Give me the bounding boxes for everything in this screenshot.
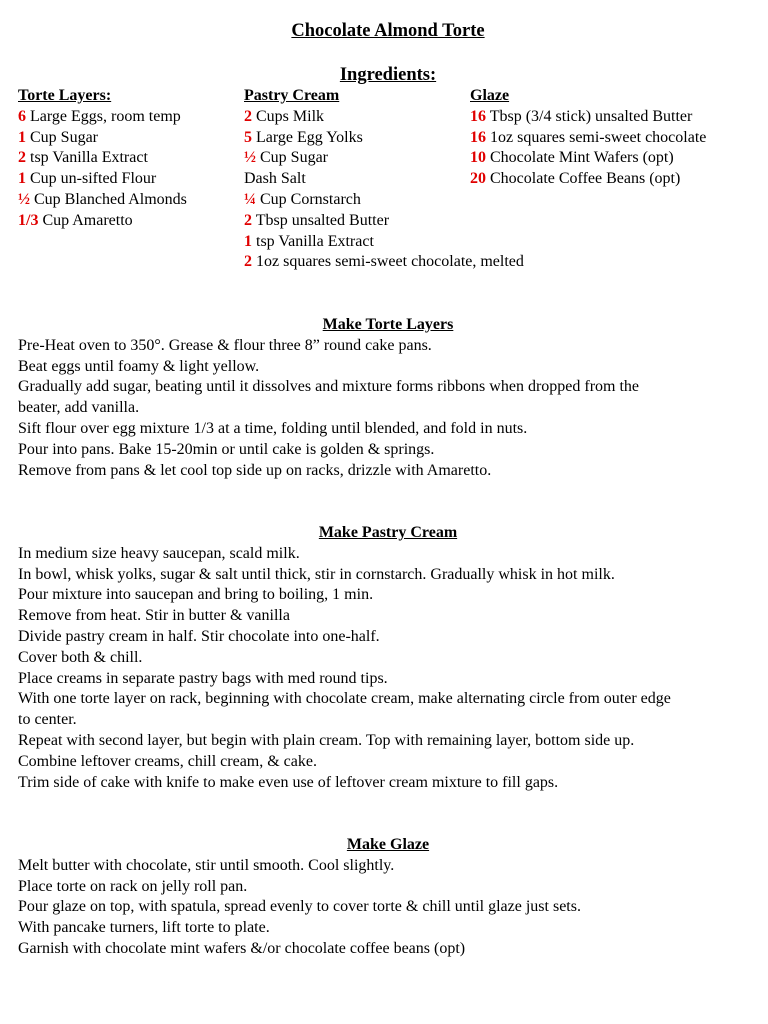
ingredient-text: tsp Vanilla Extract <box>252 232 374 250</box>
ingredient-text: tsp Vanilla Extract <box>26 149 148 167</box>
ingredient-qty: 1 <box>18 128 26 146</box>
ingredient-item <box>18 211 187 232</box>
ingredient-text: Cup Sugar <box>26 128 98 146</box>
ingredients-columns <box>18 86 758 272</box>
make-torte-layers-section <box>18 315 758 481</box>
glaze-column <box>470 86 706 190</box>
instruction-line: Gradually add sugar, beating until it dissolves and mixture forms ribbons when dropped from the <box>18 378 640 396</box>
make-torte-layers-heading: Make Torte Layers <box>322 316 454 333</box>
ingredient-item <box>244 232 524 253</box>
ingredient-item <box>18 169 187 190</box>
glaze-heading: Glaze <box>470 87 510 104</box>
instruction-line: With one torte layer on rack, beginning with chocolate cream, make alternating circle from outer edge <box>18 690 671 708</box>
instruction-line: Sift flour over egg mixture 1/3 at a time, folding until blended, and fold in nuts. <box>18 419 528 437</box>
ingredient-qty: 16 <box>470 107 486 125</box>
ingredient-qty: 6 <box>18 107 26 125</box>
instruction-line: Garnish with chocolate mint wafers &/or chocolate coffee beans (opt) <box>18 939 466 957</box>
ingredient-qty: 2 <box>244 107 252 125</box>
instruction-line: Pour into pans. Bake 15-20min or until cake is golden & springs. <box>18 440 435 458</box>
ingredient-text: Large Eggs, room temp <box>26 107 181 125</box>
ingredient-item <box>244 211 524 232</box>
ingredients-heading: Ingredients: <box>339 65 437 85</box>
ingredient-qty: 20 <box>470 170 486 188</box>
ingredient-qty: 1 <box>244 232 252 250</box>
instruction-line: Melt butter with chocolate, stir until smooth. Cool slightly. <box>18 856 395 874</box>
ingredient-item <box>18 148 187 169</box>
ingredient-text: Tbsp unsalted Butter <box>252 211 390 229</box>
ingredient-text: 1oz squares semi-sweet chocolate <box>486 128 707 146</box>
instruction-line: to center. <box>18 711 77 729</box>
ingredient-qty: ½ <box>244 149 256 167</box>
ingredient-qty: 16 <box>470 128 486 146</box>
make-pastry-cream-section <box>18 523 758 793</box>
make-glaze-heading: Make Glaze <box>346 836 430 853</box>
ingredient-qty: 1 <box>18 170 26 188</box>
ingredient-item <box>18 190 187 211</box>
ingredient-qty: 5 <box>244 128 252 146</box>
ingredient-text: Chocolate Coffee Beans (opt) <box>486 170 681 188</box>
instruction-line: In bowl, whisk yolks, sugar & salt until thick, stir in cornstarch. Gradually whisk in hot milk. <box>18 565 615 583</box>
instruction-line: Beat eggs until foamy & light yellow. <box>18 357 260 375</box>
ingredient-item <box>470 148 706 169</box>
ingredient-qty: 1/3 <box>18 211 39 229</box>
ingredient-item <box>244 190 524 211</box>
torte-layers-column <box>18 86 187 232</box>
ingredient-text: Chocolate Mint Wafers (opt) <box>486 149 674 167</box>
instruction-line: Divide pastry cream in half. Stir chocolate into one-half. <box>18 627 380 645</box>
ingredient-text: Dash Salt <box>244 170 306 188</box>
instruction-line: Cover both & chill. <box>18 648 143 666</box>
recipe-document <box>18 20 758 957</box>
ingredient-qty: 10 <box>470 149 486 167</box>
instruction-line: Pre-Heat oven to 350°. Grease & flour three 8” round cake pans. <box>18 336 432 354</box>
instruction-line: Remove from heat. Stir in butter & vanilla <box>18 607 290 625</box>
make-pastry-cream-heading: Make Pastry Cream <box>318 524 458 541</box>
ingredient-item <box>18 107 187 128</box>
pastry-cream-heading: Pastry Cream <box>244 87 340 104</box>
instruction-line: Pour mixture into saucepan and bring to boiling, 1 min. <box>18 586 374 604</box>
instruction-line: Place creams in separate pastry bags with med round tips. <box>18 669 388 687</box>
ingredient-qty: 2 <box>244 211 252 229</box>
ingredient-text: Tbsp (3/4 stick) unsalted Butter <box>486 107 693 125</box>
ingredient-text: Cup Amaretto <box>38 211 133 229</box>
ingredient-qty: ¼ <box>244 190 256 208</box>
ingredient-item <box>470 128 706 149</box>
instruction-line: In medium size heavy saucepan, scald milk. <box>18 544 300 562</box>
instruction-line: beater, add vanilla. <box>18 399 140 417</box>
make-glaze-section <box>18 835 758 960</box>
ingredient-text: Cup Sugar <box>256 149 328 167</box>
ingredient-text: Cup un-sifted Flour <box>26 170 157 188</box>
ingredient-qty: ½ <box>18 190 30 208</box>
ingredient-item <box>470 107 706 128</box>
torte-layers-heading: Torte Layers: <box>18 87 112 104</box>
instruction-line: Place torte on rack on jelly roll pan. <box>18 877 248 895</box>
ingredient-text: Cup Cornstarch <box>256 190 361 208</box>
instruction-line: Pour glaze on top, with spatula, spread evenly to cover torte & chill until glaze just sets. <box>18 898 581 916</box>
ingredient-item <box>470 169 706 190</box>
ingredient-item <box>244 252 524 273</box>
instruction-line: Combine leftover creams, chill cream, & cake. <box>18 752 317 770</box>
ingredient-text: 1oz squares semi-sweet chocolate, melted <box>252 253 524 271</box>
instruction-line: With pancake turners, lift torte to plate. <box>18 919 270 937</box>
ingredient-qty: 2 <box>18 149 26 167</box>
ingredient-text: Large Egg Yolks <box>252 128 363 146</box>
instruction-line: Remove from pans & let cool top side up on racks, drizzle with Amaretto. <box>18 461 492 479</box>
ingredient-qty: 2 <box>244 253 252 271</box>
instruction-line: Repeat with second layer, but begin with plain cream. Top with remaining layer, bottom side up. <box>18 731 635 749</box>
recipe-title: Chocolate Almond Torte <box>291 21 485 41</box>
ingredient-text: Cups Milk <box>252 107 325 125</box>
ingredient-text: Cup Blanched Almonds <box>30 190 187 208</box>
ingredient-item <box>18 128 187 149</box>
instruction-line: Trim side of cake with knife to make even use of leftover cream mixture to fill gaps. <box>18 773 559 791</box>
